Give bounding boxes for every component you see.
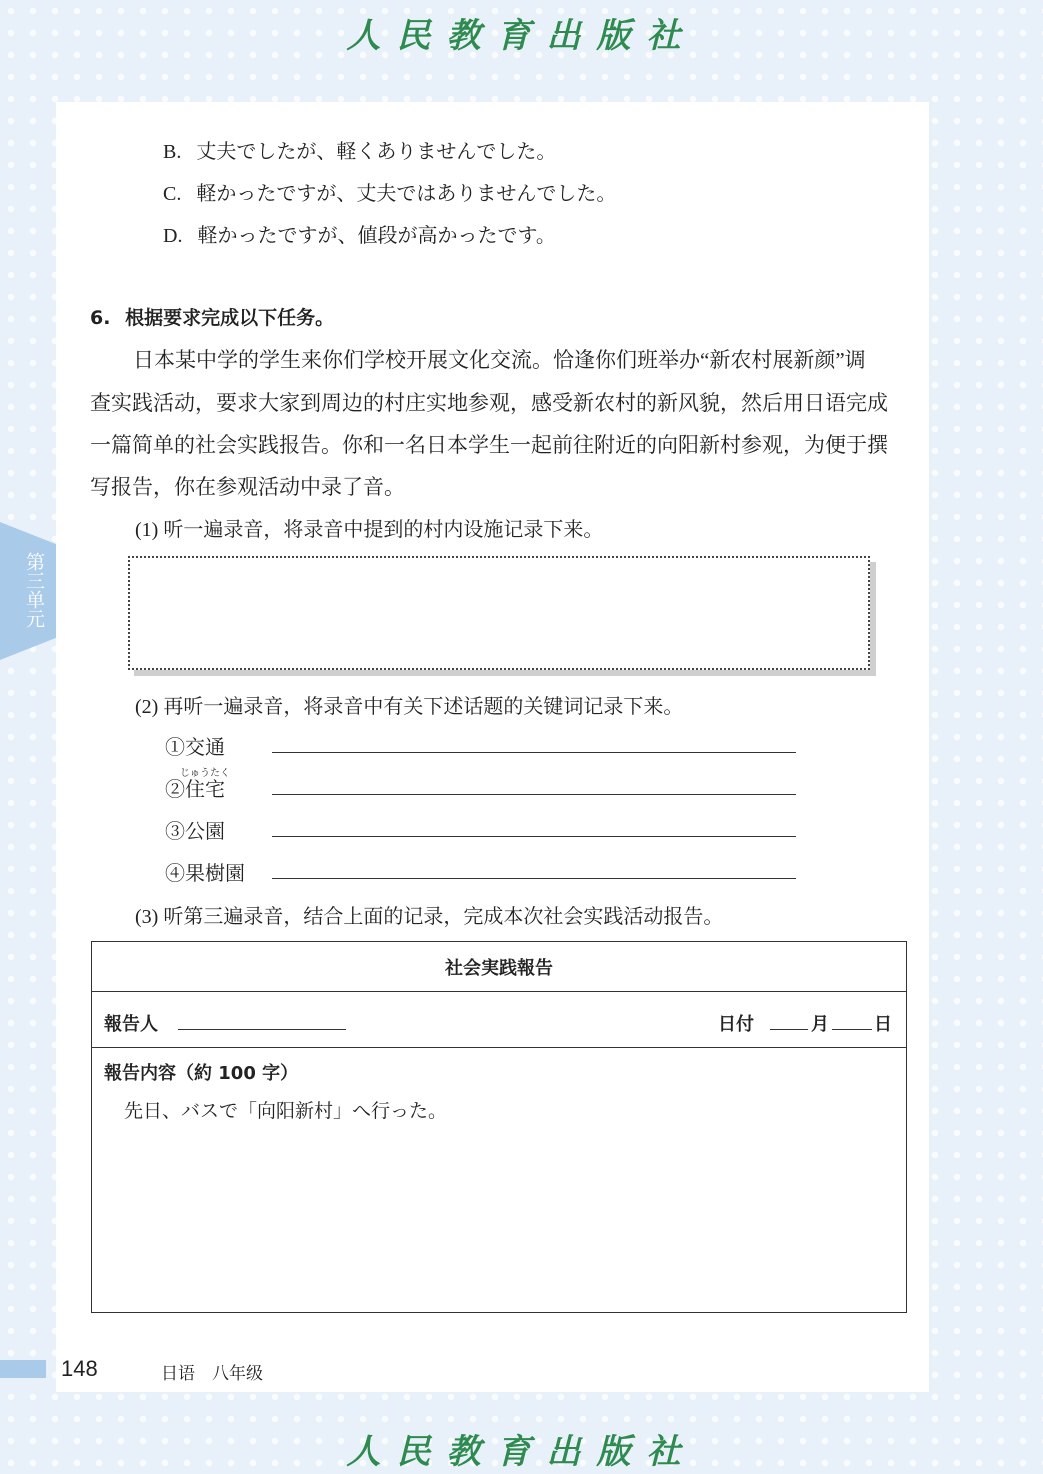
content-answer-area[interactable] [102, 1128, 896, 1304]
month-answer-line[interactable] [770, 1029, 808, 1030]
keyword-housing-answer-line[interactable] [272, 794, 796, 795]
sub-question-3: (3) 听第三遍录音，结合上面的记录，完成本次社会实践活动报告。 [135, 906, 724, 928]
question-title [90, 303, 334, 330]
day-answer-line[interactable] [832, 1029, 872, 1030]
option-letter: C. [163, 183, 182, 205]
reporter-label: 報告人 [104, 1014, 158, 1035]
side-tab-label: 第三单元 [23, 552, 45, 628]
keyword-traffic: ①交通 [165, 737, 225, 759]
footer-bar [0, 1360, 46, 1378]
keyword-orchard-answer-line[interactable] [272, 878, 796, 879]
keyword-housing: ②住宅 [165, 779, 225, 801]
sub-question-1: (1) 听一遍录音，将录音中提到的村内设施记录下来。 [135, 519, 604, 541]
date-label: 日付 [718, 1014, 754, 1035]
option-letter: D. [163, 225, 183, 247]
keyword-park-answer-line[interactable] [272, 836, 796, 837]
reporter-answer-line[interactable] [178, 1029, 346, 1030]
keyword-orchard: ④果樹園 [165, 863, 245, 885]
report-form [91, 941, 907, 1313]
report-info-row [92, 992, 906, 1048]
book-title: 日语 八年级 [161, 1364, 263, 1383]
keyword-housing-ruby: じゅうたく [180, 768, 230, 779]
facility-answer-box[interactable] [128, 556, 870, 670]
day-label: 日 [874, 1014, 892, 1035]
paragraph-line-1: 日本某中学的学生来你们学校开展文化交流。恰逢你们班举办“新农村展新颜”调 [133, 348, 866, 372]
month-label: 月 [811, 1014, 829, 1035]
publisher-logo-bottom: 人民教育出版社 [346, 1432, 697, 1472]
option-letter: B. [163, 141, 182, 163]
content-label: 報告内容（約 100 字） [104, 1063, 299, 1084]
sub-question-2: (2) 再听一遍录音，将录音中有关下述话题的关键词记录下来。 [135, 696, 684, 718]
publisher-logo-top: 人民教育出版社 [346, 16, 697, 56]
paragraph-line-3: 一篇简单的社会实践报告。你和一名日本学生一起前往附近的向阳新村参观，为便于撰 [90, 433, 888, 457]
keyword-park: ③公園 [165, 821, 225, 843]
option-text: 軽かったですが、丈夫ではありませんでした。 [196, 183, 617, 205]
paragraph-line-2: 查实践活动，要求大家到周边的村庄实地参观，感受新农村的新风貌，然后用日语完成 [90, 391, 888, 415]
keyword-traffic-answer-line[interactable] [272, 752, 796, 753]
question-heading: 根据要求完成以下任务。 [125, 307, 335, 329]
option-text: 丈夫でしたが、軽くありませんでした。 [196, 141, 557, 163]
content-text: 先日、バスで「向阳新村」へ行った。 [124, 1101, 448, 1122]
option-d [163, 219, 556, 248]
paragraph-line-4: 写报告，你在参观活动中录了音。 [90, 475, 405, 499]
page-number: 148 [61, 1356, 98, 1381]
option-c [163, 177, 616, 206]
option-text: 軽かったですが、値段が高かったです。 [197, 225, 556, 247]
question-number: 6. [90, 307, 111, 329]
option-b [163, 135, 556, 164]
report-title: 社会実践報告 [92, 942, 906, 992]
